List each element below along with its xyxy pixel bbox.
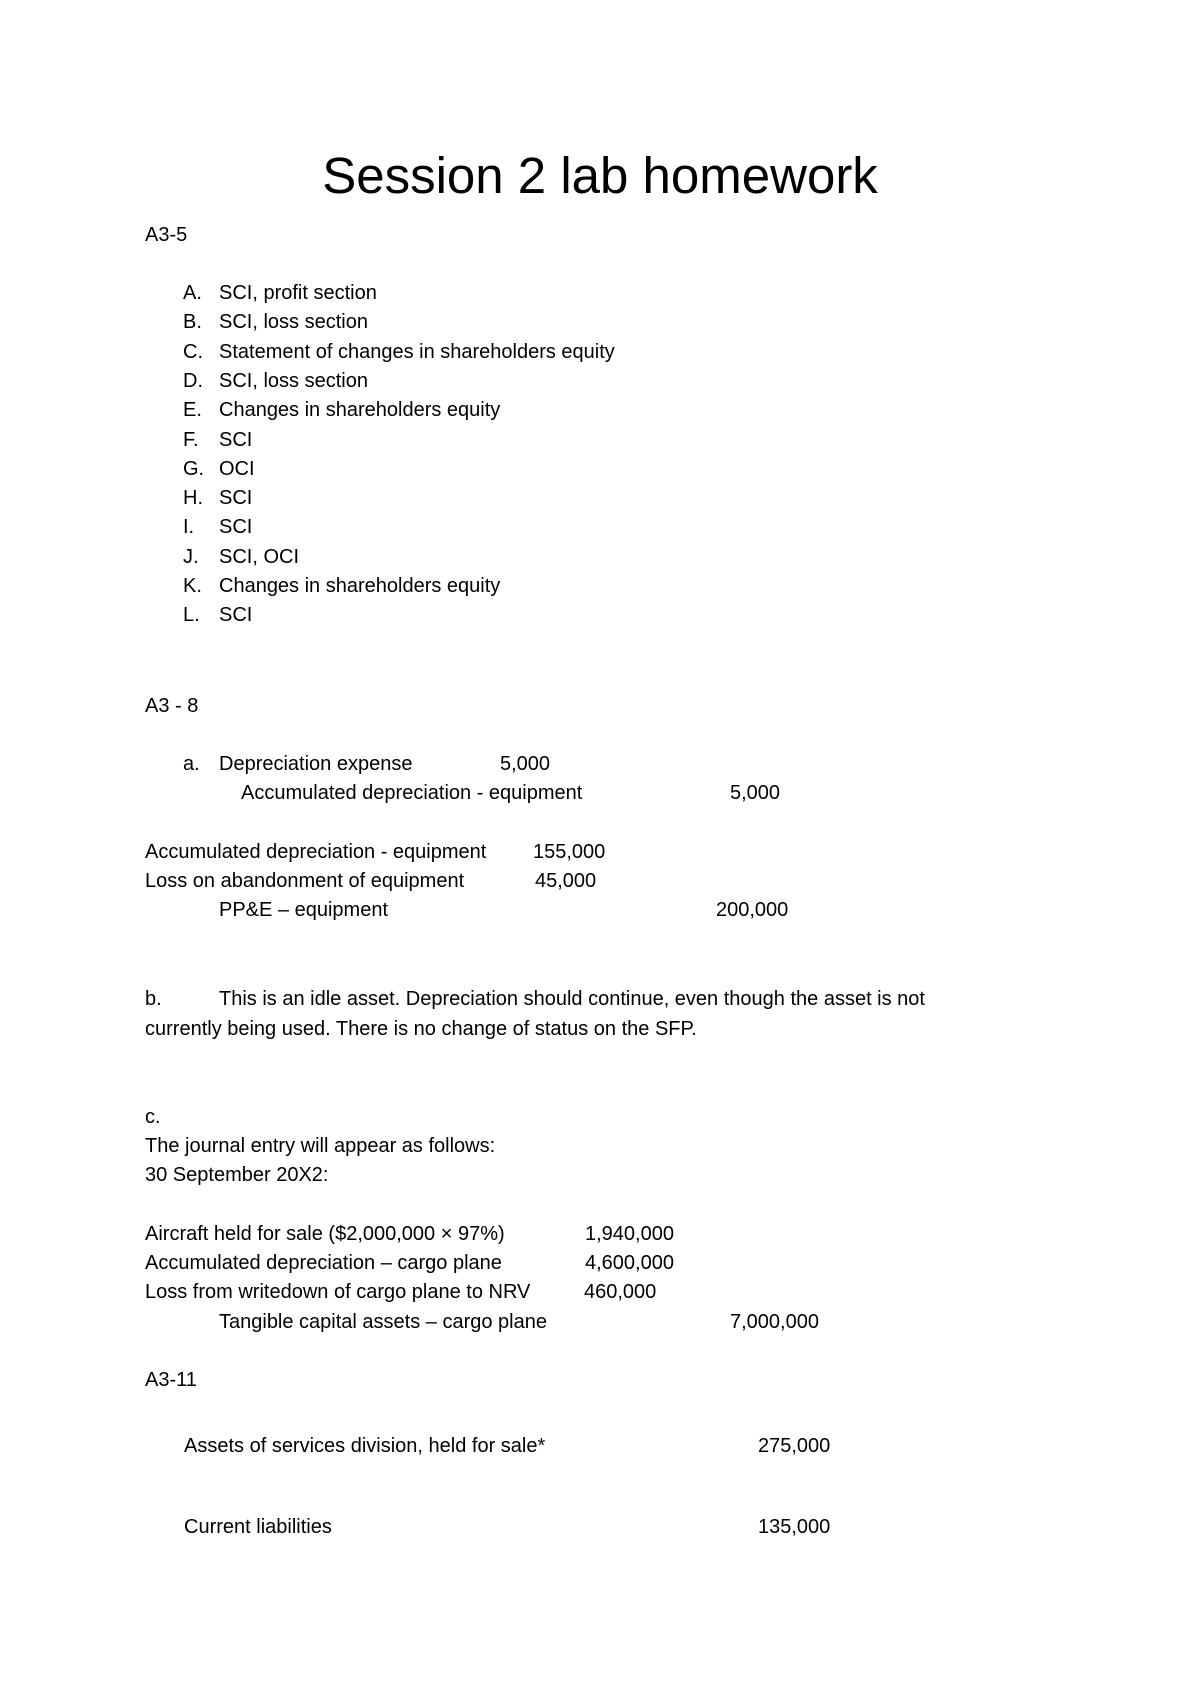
list-item-letter: J.	[183, 545, 199, 568]
list-item-letter: H.	[183, 487, 203, 510]
list-item-text: SCI, OCI	[219, 545, 300, 568]
list-item-text: SCI	[219, 604, 253, 627]
list-item-letter: I.	[183, 516, 195, 539]
list-item-letter: G.	[183, 457, 205, 480]
list-item-text: SCI	[219, 516, 253, 539]
balance-row-amount: 135,000	[758, 1516, 831, 1538]
list-item-text: Changes in shareholders equity	[219, 399, 501, 422]
journal-debit-label: Aircraft held for sale ($2,000,000 × 97%)	[145, 1223, 505, 1245]
list-item-letter: L.	[183, 604, 200, 627]
journal-debit-label: Accumulated depreciation – cargo plane	[145, 1252, 502, 1274]
list-item-text: SCI, profit section	[219, 282, 377, 304]
list-item-letter: K.	[183, 575, 202, 597]
list-item-letter: E.	[183, 399, 202, 422]
list-item-letter: F.	[183, 428, 199, 451]
paragraph-line: currently being used. There is no change of status on the SFP.	[145, 1018, 697, 1040]
list-item-text: Statement of changes in shareholders equity	[219, 340, 615, 363]
journal-debit-amount: 155,000	[533, 841, 606, 863]
journal-debit-label: Loss on abandonment of equipment	[145, 870, 465, 892]
paragraph-line: This is an idle asset. Depreciation should continue, even though the asset is not	[219, 988, 925, 1010]
list-item-letter: B.	[183, 311, 202, 334]
journal-debit-label: Accumulated depreciation - equipment	[145, 841, 487, 863]
item-letter-c: c.	[145, 1106, 161, 1128]
journal-debit-label: Depreciation expense	[219, 753, 413, 775]
entry-date: 30 September 20X2:	[145, 1164, 329, 1186]
balance-row-label: Current liabilities	[184, 1516, 332, 1538]
list-item-text: SCI	[219, 428, 253, 451]
balance-row-amount: 275,000	[758, 1435, 831, 1457]
item-letter-a: a.	[183, 753, 200, 775]
list-item-text: SCI	[219, 487, 253, 510]
list-item-text: Changes in shareholders equity	[219, 575, 501, 597]
journal-debit-label: Loss from writedown of cargo plane to NRV	[145, 1281, 531, 1303]
list-item-text: OCI	[219, 457, 255, 480]
list-item-letter: C.	[183, 340, 203, 363]
journal-credit-amount: 7,000,000	[730, 1311, 819, 1333]
journal-debit-amount: 4,600,000	[585, 1252, 674, 1274]
journal-debit-amount: 45,000	[535, 870, 597, 892]
list-item-text: SCI, loss section	[219, 311, 368, 334]
journal-debit-amount: 1,940,000	[585, 1223, 674, 1245]
section-heading-a3-5: A3-5	[145, 224, 188, 246]
journal-debit-amount: 5,000	[500, 753, 551, 775]
journal-credit-label: PP&E – equipment	[219, 899, 388, 921]
journal-credit-label: Accumulated depreciation - equipment	[241, 782, 583, 804]
journal-debit-amount: 460,000	[584, 1281, 657, 1303]
balance-row-label: Assets of services division, held for sale*	[184, 1435, 546, 1457]
page-title: Session 2 lab homework	[322, 147, 878, 204]
section-heading-a3-8: A3 - 8	[145, 695, 199, 717]
journal-credit-amount: 5,000	[730, 782, 781, 804]
journal-credit-amount: 200,000	[716, 899, 789, 921]
list-item-letter: D.	[183, 369, 203, 392]
paragraph-line: The journal entry will appear as follows:	[145, 1135, 496, 1157]
list-item-letter: A.	[183, 282, 202, 304]
section-heading-a3-11: A3-11	[145, 1369, 197, 1391]
item-letter-b: b.	[145, 988, 162, 1010]
list-item-text: SCI, loss section	[219, 369, 368, 392]
journal-credit-label: Tangible capital assets – cargo plane	[219, 1311, 547, 1333]
